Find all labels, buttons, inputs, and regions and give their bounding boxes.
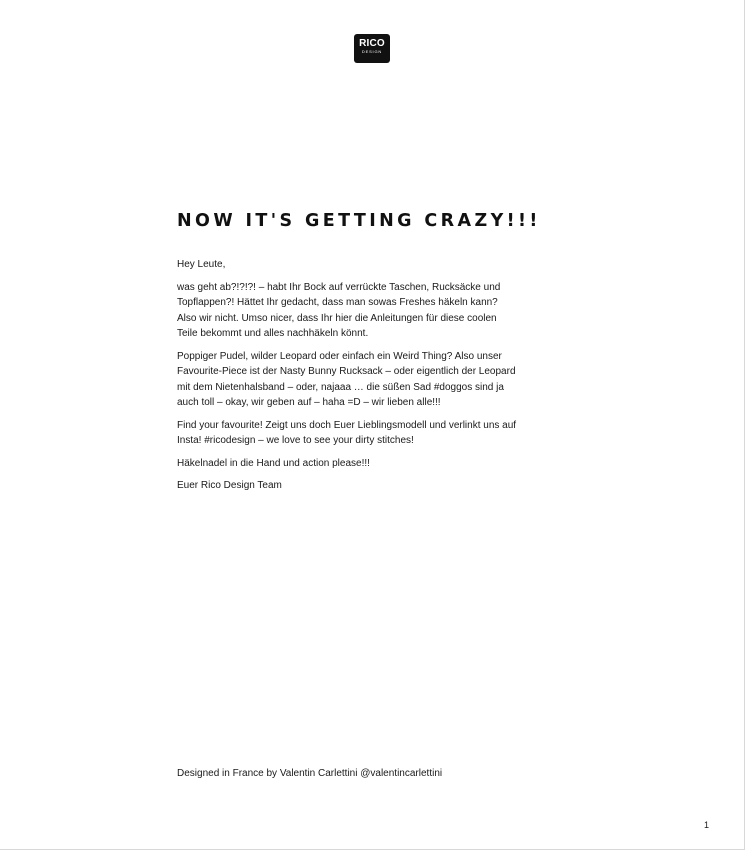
intro-paragraph: was geht ab?!?!?! – habt Ihr Bock auf verrückte Taschen, Rucksäcke und Topflappen?! Hättet Ihr gedacht, dass man sowas Freshes häkeln kann? Also wir nicht. Umso nicer, dass Ihr hier die Anleitungen für diese coolen Teile bekommt und alles nachhäkeln könnt. <box>177 281 501 339</box>
instagram-paragraph: Find your favourite! Zeigt uns doch Euer Lieblingsmodell und verlinkt uns auf Insta! #ricodesign – we love to see your dirty stitches! <box>177 419 517 446</box>
designer-credit: Designed in France by Valentin Carlettini @valentincarlettini <box>177 768 443 779</box>
favourites-paragraph: Poppiger Pudel, wilder Leopard oder einfach ein Weird Thing? Also unser Favourite-Piece ist der Nasty Bunny Rucksack – oder eigentlich der Leopard mit dem Nietenhalsband – oder, najaaa … die süßen Sad #doggos sind ja auch toll – okay, wir geben auf – haha =D – wir lieben alle!!! <box>177 350 516 408</box>
logo-subline: DESIGN <box>361 49 383 54</box>
page-title: NOW IT'S GETTING CRAZY!!! <box>177 211 541 231</box>
greeting-paragraph: Hey Leute, <box>177 259 226 270</box>
signature-paragraph: Euer Rico Design Team <box>177 480 282 491</box>
intro-text <box>177 257 517 501</box>
rico-design-logo <box>354 34 390 63</box>
page-number: 1 <box>704 820 710 830</box>
call-to-action-paragraph: Häkelnadel in die Hand und action please!!! <box>177 457 370 469</box>
logo-wordmark: RICO <box>359 38 385 49</box>
